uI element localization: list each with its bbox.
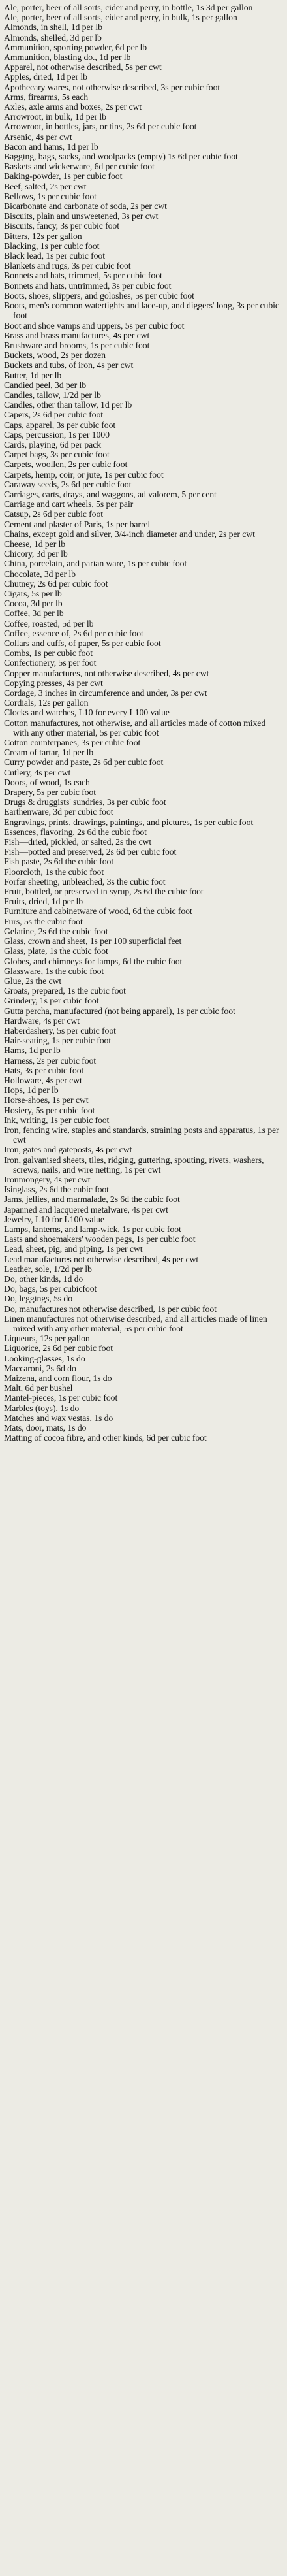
tariff-entry: Chutney, 2s 6d per cubic foot bbox=[4, 578, 108, 589]
tariff-entry: China, porcelain, and parian ware, 1s per cubic foot bbox=[4, 559, 187, 569]
tariff-entry: Candied peel, 3d per lb bbox=[4, 380, 87, 390]
tariff-entry: Caps, percussion, 1s per 1000 bbox=[4, 429, 110, 440]
tariff-entry: Leather, sole, 1/2d per lb bbox=[4, 1264, 92, 1274]
tariff-entry: Fish—potted and preserved, 2s 6d per cubic foot bbox=[4, 847, 177, 857]
tariff-entry: Globes, and chimneys for lamps, 6d the cubic foot bbox=[4, 956, 183, 966]
tariff-entry: Cards, playing, 6d per pack bbox=[4, 439, 102, 449]
tariff-entry: Curry powder and paste, 2s 6d per cubic foot bbox=[4, 757, 164, 768]
tariff-entry: Groats, prepared, 1s the cubic foot bbox=[4, 986, 126, 996]
tariff-entry: Do, other kinds, 1d do bbox=[4, 1274, 83, 1284]
tariff-entry: Coffee, roasted, 5d per lb bbox=[4, 618, 94, 628]
tariff-entry: Iron, gates and gateposts, 4s per cwt bbox=[4, 1145, 132, 1155]
tariff-entry: Fish paste, 2s 6d the cubic foot bbox=[4, 856, 114, 867]
tariff-entry: Matting of cocoa fibre, and other kinds, 6d per cubic foot bbox=[4, 1433, 207, 1443]
tariff-entry: Bonnets and hats, untrimmed, 3s per cubic foot bbox=[4, 280, 172, 291]
tariff-entry: Mats, door, mats, 1s do bbox=[4, 1423, 87, 1433]
tariff-entry: Carriage and cart wheels, 5s per pair bbox=[4, 499, 134, 510]
tariff-entry: Gutta percha, manufactured (not being apparel), 1s per cubic foot bbox=[4, 1005, 235, 1016]
tariff-entry: Copper manufactures, not otherwise described, 4s per cwt bbox=[4, 668, 209, 678]
tariff-entry: Axles, axle arms and boxes, 2s per cwt bbox=[4, 102, 142, 112]
tariff-entry: Caraway seeds, 2s 6d per cubic foot bbox=[4, 479, 132, 489]
tariff-entry: Essences, flavoring, 2s 6d the cubic foot bbox=[4, 826, 147, 837]
tariff-entry: Glass, crown and sheet, 1s per 100 superficial feet bbox=[4, 936, 182, 947]
tariff-entry: Arms, firearms, 5s each bbox=[4, 91, 89, 102]
tariff-entry: Biscuits, fancy, 3s per cubic foot bbox=[4, 221, 119, 231]
tariff-entry: Hats, 3s per cubic foot bbox=[4, 1065, 84, 1075]
tariff-entry: Jewelry, L10 for L100 value bbox=[4, 1214, 104, 1224]
tariff-entry: Drapery, 5s per cubic foot bbox=[4, 787, 96, 798]
tariff-entry: Carpets, hemp, coir, or jute, 1s per cubic foot bbox=[4, 469, 164, 480]
tariff-entry: Horse-shoes, 1s per cwt bbox=[4, 1095, 89, 1105]
tariff-entry: Combs, 1s per cubic foot bbox=[4, 648, 93, 659]
tariff-entry: Hops, 1d per lb bbox=[4, 1085, 59, 1096]
tariff-entry: Beef, salted, 2s per cwt bbox=[4, 181, 87, 191]
tariff-entry: Cotton counterpanes, 3s per cubic foot bbox=[4, 738, 141, 748]
tariff-entry: Ink, writing, 1s per cubic foot bbox=[4, 1115, 110, 1125]
tariff-entry: Bellows, 1s per cubic foot bbox=[4, 191, 97, 201]
tariff-entry: Ironmongery, 4s per cwt bbox=[4, 1174, 91, 1184]
tariff-entry: Maizena, and corn flour, 1s do bbox=[4, 1373, 112, 1384]
tariff-entry: Arsenic, 4s per cwt bbox=[4, 131, 72, 142]
tariff-entry: Iron, galvanised sheets, tiles, ridging, guttering, spouting, rivets, washers, screws, nails, and wire netting, 1s per cwt bbox=[4, 1154, 264, 1175]
tariff-entry: Hams, 1d per lb bbox=[4, 1045, 61, 1056]
tariff-entry: Carpet bags, 3s per cubic foot bbox=[4, 449, 110, 460]
tariff-entry: Lamps, lanterns, and lamp-wick, 1s per cubic foot bbox=[4, 1224, 181, 1234]
tariff-entry: Coffee, 3d per lb bbox=[4, 608, 64, 619]
tariff-entry: Almonds, shelled, 3d per lb bbox=[4, 32, 102, 42]
tariff-entry: Blankets and rugs, 3s per cubic foot bbox=[4, 261, 131, 271]
tariff-entry: Ale, porter, beer of all sorts, cider and perry, in bulk, 1s per gallon bbox=[4, 12, 237, 23]
tariff-entry: Glassware, 1s the cubic foot bbox=[4, 966, 104, 976]
tariff-entry: Glue, 2s the cwt bbox=[4, 975, 62, 986]
tariff-entry: Buckets, wood, 2s per dozen bbox=[4, 350, 106, 361]
tariff-entry: Gelatine, 2s 6d the cubic foot bbox=[4, 926, 108, 936]
tariff-entry: Hair-seating, 1s per cubic foot bbox=[4, 1035, 112, 1046]
tariff-entry: Forfar sheeting, unbleached, 3s the cubic foot bbox=[4, 876, 166, 887]
tariff-entry: Cement and plaster of Paris, 1s per barrel bbox=[4, 519, 151, 529]
tariff-entry: Collars and cuffs, of paper, 5s per cubic foot bbox=[4, 638, 161, 648]
tariff-entry: Bicarbonate and carbonate of soda, 2s per cwt bbox=[4, 201, 167, 212]
tariff-entry: Cotton manufactures, not otherwise, and all articles made of cotton mixed with any other material, 5s per cubic foot bbox=[4, 717, 266, 738]
tariff-entry: Ammunition, blasting do., 1d per lb bbox=[4, 52, 131, 63]
tariff-entry: Cordials, 12s per gallon bbox=[4, 698, 89, 708]
tariff-entry: Marbles (toys), 1s do bbox=[4, 1403, 80, 1413]
tariff-entry: Candles, tallow, 1/2d per lb bbox=[4, 389, 101, 400]
tariff-entry: Candles, other than tallow, 1d per lb bbox=[4, 400, 132, 410]
tariff-entry: Fish—dried, pickled, or salted, 2s the cwt bbox=[4, 837, 152, 847]
tariff-entry: Ammunition, sporting powder, 6d per lb bbox=[4, 42, 147, 52]
tariff-entry: Brushware and brooms, 1s per cubic foot bbox=[4, 340, 150, 350]
tariff-entry: Caps, apparel, 3s per cubic foot bbox=[4, 419, 116, 430]
tariff-entry: Bagging, bags, sacks, and woolpacks (empty) 1s 6d per cubic foot bbox=[4, 152, 238, 162]
tariff-entry: Chains, except gold and silver, 3/4-inch diameter and under, 2s per cwt bbox=[4, 529, 255, 539]
tariff-entry: Lasts and shoemakers' wooden pegs, 1s per cubic foot bbox=[4, 1234, 196, 1245]
tariff-entry: Chicory, 3d per lb bbox=[4, 549, 68, 559]
tariff-entry: Cordage, 3 inches in circumference and under, 3s per cwt bbox=[4, 688, 207, 698]
tariff-entry: Chocolate, 3d per lb bbox=[4, 568, 76, 579]
tariff-entry: Floorcloth, 1s the cubic foot bbox=[4, 866, 104, 877]
tariff-entry: Catsup, 2s 6d per cubic foot bbox=[4, 509, 104, 519]
tariff-entry: Cheese, 1d per lb bbox=[4, 538, 66, 549]
tariff-entry: Engravings, prints, drawings, paintings, and pictures, 1s per cubic foot bbox=[4, 817, 254, 827]
tariff-entry: Furs, 5s the cubic foot bbox=[4, 916, 83, 926]
tariff-entry: Maccaroni, 2s 6d do bbox=[4, 1363, 76, 1373]
tariff-entry: Apparel, not otherwise described, 5s per cwt bbox=[4, 62, 162, 73]
tariff-entry: Lead manufactures not otherwise described, 4s per cwt bbox=[4, 1254, 199, 1264]
tariff-entry: Lead, sheet, pig, and piping, 1s per cwt bbox=[4, 1244, 143, 1254]
tariff-entry-list bbox=[4, 3, 282, 1443]
tariff-entry: Boots, men's common watertights and lace-up, and diggers' long, 3s per cubic foot bbox=[4, 301, 279, 321]
tariff-entry: Furniture and cabinetware of wood, 6d the cubic foot bbox=[4, 906, 192, 917]
tariff-entry: Linen manufactures not otherwise described, and all articles made of linen mixed with any other material, 5s per cubic foot bbox=[4, 1313, 267, 1334]
tariff-entry: Confectionery, 5s per foot bbox=[4, 658, 97, 668]
tariff-entry: Matches and wax vestas, 1s do bbox=[4, 1412, 113, 1423]
tariff-entry: Baking-powder, 1s per cubic foot bbox=[4, 171, 123, 182]
tariff-entry: Hosiery, 5s per cubic foot bbox=[4, 1105, 95, 1115]
tariff-entry: Cigars, 5s per lb bbox=[4, 588, 62, 598]
tariff-entry: Jams, jellies, and marmalade, 2s 6d the cubic foot bbox=[4, 1194, 180, 1205]
tariff-entry: Mantel-pieces, 1s per cubic foot bbox=[4, 1393, 118, 1403]
tariff-entry: Holloware, 4s per cwt bbox=[4, 1075, 82, 1085]
tariff-entry: Biscuits, plain and unsweetened, 3s per cwt bbox=[4, 211, 159, 221]
tariff-entry: Do, manufactures not otherwise described, 1s per cubic foot bbox=[4, 1303, 217, 1314]
tariff-entry: Cocoa, 3d per lb bbox=[4, 598, 63, 609]
tariff-entry: Drugs & druggists' sundries, 3s per cubic foot bbox=[4, 797, 166, 807]
tariff-entry: Arrowroot, in bottles, jars, or tins, 2s 6d per cubic foot bbox=[4, 122, 197, 132]
tariff-entry: Apothecary wares, not otherwise described, 3s per cubic foot bbox=[4, 82, 220, 92]
tariff-entry: Coffee, essence of, 2s 6d per cubic foot bbox=[4, 628, 144, 638]
tariff-entry: Apples, dried, 1d per lb bbox=[4, 72, 87, 82]
tariff-entry: Bacon and hams, 1d per lb bbox=[4, 141, 98, 152]
tariff-entry: Bitters, 12s per gallon bbox=[4, 231, 82, 241]
tariff-entry: Carriages, carts, drays, and waggons, ad valorem, 5 per cent bbox=[4, 489, 217, 499]
tariff-entry: Iron, fencing wire, staples and standards, straining posts and apparatus, 1s per cwt bbox=[4, 1124, 279, 1145]
tariff-entry: Doors, of wood, 1s each bbox=[4, 777, 90, 787]
tariff-entry: Bonnets and hats, trimmed, 5s per cubic foot bbox=[4, 270, 162, 281]
tariff-entry: Fruit, bottled, or preserved in syrup, 2s 6d the cubic foot bbox=[4, 887, 204, 897]
tariff-entry: Blacking, 1s per cubic foot bbox=[4, 240, 100, 251]
tariff-entry: Boots, shoes, slippers, and goloshes, 5s per cubic foot bbox=[4, 290, 194, 301]
tariff-entry: Hardware, 4s per cwt bbox=[4, 1015, 80, 1026]
tariff-entry: Ale, porter, beer of all sorts, cider and perry, in bottle, 1s 3d per gallon bbox=[4, 3, 253, 12]
tariff-entry: Japanned and lacquered metalware, 4s per cwt bbox=[4, 1204, 168, 1215]
tariff-entry: Black lead, 1s per cubic foot bbox=[4, 251, 105, 261]
tariff-entry: Harness, 2s per cubic foot bbox=[4, 1055, 97, 1066]
tariff-entry: Cream of tartar, 1d per lb bbox=[4, 747, 94, 758]
tariff-entry: Capers, 2s 6d per cubic foot bbox=[4, 410, 103, 420]
tariff-entry: Do, leggings, 5s do bbox=[4, 1294, 73, 1304]
tariff-entry: Liquorice, 2s 6d per cubic foot bbox=[4, 1343, 113, 1354]
tariff-entry: Brass and brass manufactures, 4s per cwt bbox=[4, 330, 150, 340]
tariff-entry: Fruits, dried, 1d per lb bbox=[4, 896, 83, 907]
tariff-entry: Do, bags, 5s per cubicfoot bbox=[4, 1284, 97, 1294]
tariff-entry: Almonds, in shell, 1d per lb bbox=[4, 22, 102, 33]
tariff-entry: Baskets and wickerware, 6d per cubic foot bbox=[4, 161, 155, 172]
tariff-entry: Grindery, 1s per cubic foot bbox=[4, 996, 99, 1006]
tariff-entry: Copying presses, 4s per cwt bbox=[4, 677, 103, 688]
tariff-entry: Isinglass, 2s 6d the cubic foot bbox=[4, 1184, 109, 1195]
tariff-entry: Butter, 1d per lb bbox=[4, 370, 62, 380]
tariff-entry: Looking-glasses, 1s do bbox=[4, 1353, 85, 1363]
tariff-entry: Clocks and watches, L10 for every L100 value bbox=[4, 708, 170, 718]
tariff-entry: Arrowroot, in bulk, 1d per lb bbox=[4, 112, 106, 122]
tariff-entry: Buckets and tubs, of iron, 4s per cwt bbox=[4, 360, 134, 370]
tariff-entry: Malt, 6d per bushel bbox=[4, 1383, 73, 1394]
tariff-entry: Earthenware, 3d per cubic foot bbox=[4, 807, 113, 817]
tariff-entry: Carpets, woollen, 2s per cubic foot bbox=[4, 459, 128, 470]
tariff-entry: Liqueurs, 12s per gallon bbox=[4, 1333, 90, 1344]
tariff-entry: Boot and shoe vamps and uppers, 5s per cubic foot bbox=[4, 320, 185, 331]
tariff-entry: Cutlery, 4s per cwt bbox=[4, 767, 71, 777]
tariff-entry: Glass, plate, 1s the cubic foot bbox=[4, 946, 108, 956]
tariff-entry: Haberdashery, 5s per cubic foot bbox=[4, 1025, 116, 1035]
